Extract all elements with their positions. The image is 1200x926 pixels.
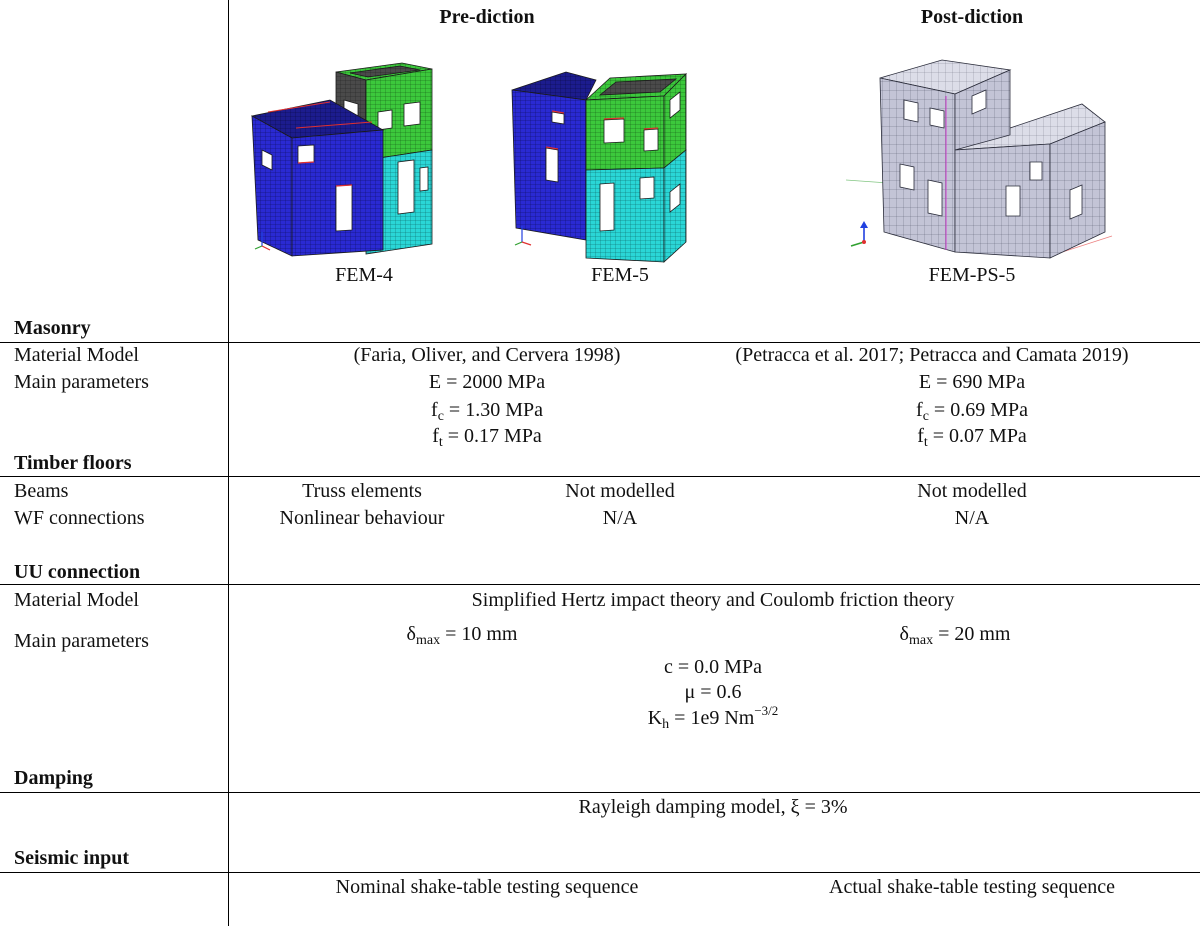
delta-symbol: δ	[899, 623, 909, 645]
uu-delta-max-post	[900, 622, 1011, 646]
kh-symbol: K	[647, 707, 663, 729]
fc-symbol: f	[431, 399, 438, 421]
row-label-main-parameters: Main parameters	[14, 371, 149, 393]
fem-5-label: FEM-5	[591, 264, 649, 286]
damping-model: Rayleigh damping model, ξ = 3%	[578, 796, 848, 818]
fem4-wing-side-face	[252, 116, 292, 256]
fem-ps5-window	[900, 164, 914, 190]
fem4-door	[398, 160, 414, 214]
fem-4-label: FEM-4	[335, 264, 393, 286]
masonry-fc-post	[916, 398, 1028, 422]
masonry-e-pre: E = 2000 MPa	[428, 371, 546, 393]
ft-symbol: f	[432, 425, 439, 447]
seismic-input-post: Actual shake-table testing sequence	[829, 876, 1115, 898]
fem5-window	[644, 129, 658, 151]
section-title-seismic-input: Seismic input	[14, 847, 130, 869]
uu-material-model: Simplified Hertz impact theory and Coulomb friction theory	[471, 589, 955, 611]
fem-ps-5-label: FEM-PS-5	[928, 264, 1016, 286]
fem-ps5-window	[1030, 162, 1042, 180]
fem-5-model	[512, 72, 686, 262]
beams-femps5: Not modelled	[917, 480, 1027, 502]
masonry-e-post: E = 690 MPa	[918, 371, 1026, 393]
row-label-material-model: Material Model	[14, 589, 139, 611]
fem-ps5-door	[1006, 186, 1020, 216]
beams-fem4: Truss elements	[302, 480, 422, 502]
prediction-header: Pre-diction	[439, 6, 535, 28]
fem5-window	[552, 112, 564, 124]
section-title-timber-floors: Timber floors	[14, 452, 132, 474]
fem-ps5-window	[904, 100, 918, 122]
ft-pre-value: = 0.17 MPa	[442, 425, 542, 447]
row-label-material-model: Material Model	[14, 344, 139, 366]
wf-connections-femps5: N/A	[954, 507, 990, 529]
row-divider-uu-connection	[0, 584, 1200, 585]
beams-fem5: Not modelled	[565, 480, 675, 502]
fem5-window	[640, 177, 654, 199]
fem-ps5-wing-front-wall	[955, 144, 1050, 258]
masonry-model-pre: (Faria, Oliver, and Cervera 1998)	[353, 344, 621, 366]
fem4-window	[298, 145, 314, 163]
fem4-door	[336, 185, 352, 231]
section-title-damping: Damping	[14, 767, 93, 789]
fem-ps-5-model	[846, 60, 1112, 258]
wf-connections-fem4: Nonlinear behaviour	[279, 507, 445, 529]
section-title-uu-connection: UU connection	[14, 561, 141, 583]
fem-4-model	[252, 63, 432, 256]
row-label-wf-connections: WF connections	[14, 507, 145, 529]
ft-post-value: = 0.07 MPa	[927, 425, 1027, 447]
fem-ps5-door	[1070, 185, 1082, 219]
fem-ps5-door	[928, 180, 942, 216]
uu-friction: μ = 0.6	[684, 681, 742, 703]
delta-pre-value: = 10 mm	[440, 623, 518, 645]
fem-ps5-axis-triad-icon	[851, 221, 868, 246]
kh-exponent: −3/2	[754, 703, 779, 718]
kh-value: = 1e9 Nm	[669, 707, 755, 729]
fc-pre-value: = 1.30 MPa	[443, 399, 543, 421]
masonry-model-post: (Petracca et al. 2017; Petracca and Camata 2019)	[735, 344, 1129, 366]
fem4-window	[404, 102, 420, 126]
masonry-fc-pre	[431, 398, 543, 422]
fc-subscript: c	[922, 409, 929, 424]
delta-post-value: = 20 mm	[933, 623, 1011, 645]
section-title-masonry: Masonry	[14, 317, 91, 339]
wf-connections-fem5: N/A	[602, 507, 638, 529]
uu-delta-max-pre	[407, 622, 518, 646]
row-label-beams: Beams	[14, 480, 69, 502]
delta-subscript: max	[415, 633, 441, 648]
row-divider-damping	[0, 792, 1200, 793]
fc-post-value: = 0.69 MPa	[928, 399, 1028, 421]
delta-symbol: δ	[406, 623, 416, 645]
fem5-window	[604, 119, 624, 143]
fc-symbol: f	[916, 399, 923, 421]
fc-subscript: c	[437, 409, 444, 424]
seismic-input-pre: Nominal shake-table testing sequence	[335, 876, 639, 898]
masonry-ft-post	[917, 424, 1027, 448]
row-label-main-parameters: Main parameters	[14, 630, 149, 652]
delta-subscript: max	[908, 633, 934, 648]
model-figures	[0, 0, 1200, 300]
row-divider-timber-floors	[0, 476, 1200, 477]
fem5-door	[600, 183, 614, 231]
fem-ps5-window	[930, 108, 944, 128]
row-divider-seismic-input	[0, 872, 1200, 873]
fem5-door	[546, 148, 558, 182]
uu-cohesion: c = 0.0 MPa	[664, 656, 762, 678]
ft-symbol: f	[917, 425, 924, 447]
postdiction-header: Post-diction	[920, 6, 1024, 28]
fem4-window	[420, 167, 428, 191]
kh-subscript: h	[662, 717, 670, 732]
uu-stiffness	[647, 703, 779, 732]
ft-subscript: t	[438, 435, 443, 450]
fem4-window	[378, 110, 392, 130]
ft-subscript: t	[923, 435, 928, 450]
masonry-ft-pre	[432, 424, 542, 448]
